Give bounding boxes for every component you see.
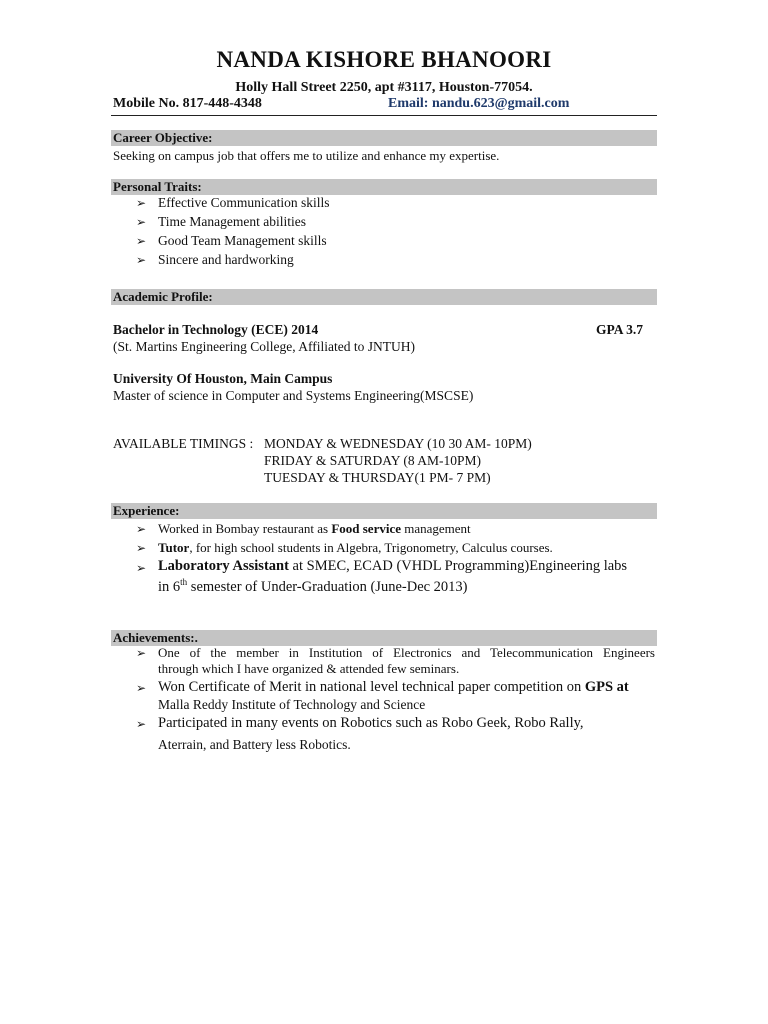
career-objective-heading: Career Objective: xyxy=(111,130,657,146)
university-name: University Of Houston, Main Campus xyxy=(113,371,333,386)
achievement-item-continued: Malla Reddy Institute of Technology and Science xyxy=(158,697,426,712)
bullet-arrow-icon: ➢ xyxy=(136,561,147,575)
experience-item-continued: in 6th semester of Under-Graduation (June-Dec 2013) xyxy=(158,577,468,595)
bachelor-college: (St. Martins Engineering College, Affiliated to JNTUH) xyxy=(113,339,415,354)
bullet-arrow-icon: ➢ xyxy=(136,646,147,660)
trait-item: Time Management abilities xyxy=(158,214,306,229)
bullet-arrow-icon: ➢ xyxy=(136,196,147,210)
bullet-arrow-icon: ➢ xyxy=(136,681,147,695)
achievement-item: Won Certificate of Merit in national level technical paper competition on GPS at xyxy=(158,679,629,695)
gpa: GPA 3.7 xyxy=(596,322,643,337)
achievement-item-continued: through which I have organized & attended few seminars. xyxy=(158,661,460,676)
experience-item: Tutor, for high school students in Algebra, Trigonometry, Calculus courses. xyxy=(158,540,553,555)
achievement-item: Participated in many events on Robotics such as Robo Geek, Robo Rally, xyxy=(158,715,584,731)
timings-line: MONDAY & WEDNESDAY (10 30 AM- 10PM) xyxy=(264,436,532,451)
candidate-name: NANDA KISHORE BHANOORI xyxy=(216,47,552,72)
trait-item: Good Team Management skills xyxy=(158,233,327,248)
bachelor-degree: Bachelor in Technology (ECE) 2014 xyxy=(113,322,319,337)
bullet-arrow-icon: ➢ xyxy=(136,253,147,267)
bullet-arrow-icon: ➢ xyxy=(136,215,147,229)
achievements-heading: Achievements:. xyxy=(111,630,657,646)
trait-item: Sincere and hardworking xyxy=(158,252,294,267)
email-address: Email: nandu.623@gmail.com xyxy=(388,96,570,111)
bullet-arrow-icon: ➢ xyxy=(136,541,147,555)
header-divider xyxy=(111,115,657,116)
achievement-item-continued: Aterrain, and Battery less Robotics. xyxy=(158,737,351,752)
trait-item: Effective Communication skills xyxy=(158,195,330,210)
bullet-arrow-icon: ➢ xyxy=(136,717,147,731)
bullet-arrow-icon: ➢ xyxy=(136,522,147,536)
master-degree: Master of science in Computer and Systems Engineering(MSCSE) xyxy=(113,388,474,403)
personal-traits-heading: Personal Traits: xyxy=(111,179,657,195)
academic-profile-heading: Academic Profile: xyxy=(111,289,657,305)
experience-item: Laboratory Assistant at SMEC, ECAD (VHDL Programming)Engineering labs xyxy=(158,558,628,574)
mobile-number: Mobile No. 817-448-4348 xyxy=(113,96,262,111)
experience-heading: Experience: xyxy=(111,503,657,519)
experience-item: Worked in Bombay restaurant as Food service management xyxy=(158,521,471,536)
bullet-arrow-icon: ➢ xyxy=(136,234,147,248)
timings-label: AVAILABLE TIMINGS : xyxy=(113,436,254,451)
achievement-item: One of the member in Institution of Electronics and Telecommunication Engineers xyxy=(158,645,655,660)
timings-line: TUESDAY & THURSDAY(1 PM- 7 PM) xyxy=(264,470,491,485)
career-objective-text: Seeking on campus job that offers me to utilize and enhance my expertise. xyxy=(113,148,500,163)
address: Holly Hall Street 2250, apt #3117, Houston-77054. xyxy=(235,80,533,95)
timings-line: FRIDAY & SATURDAY (8 AM-10PM) xyxy=(264,453,482,468)
